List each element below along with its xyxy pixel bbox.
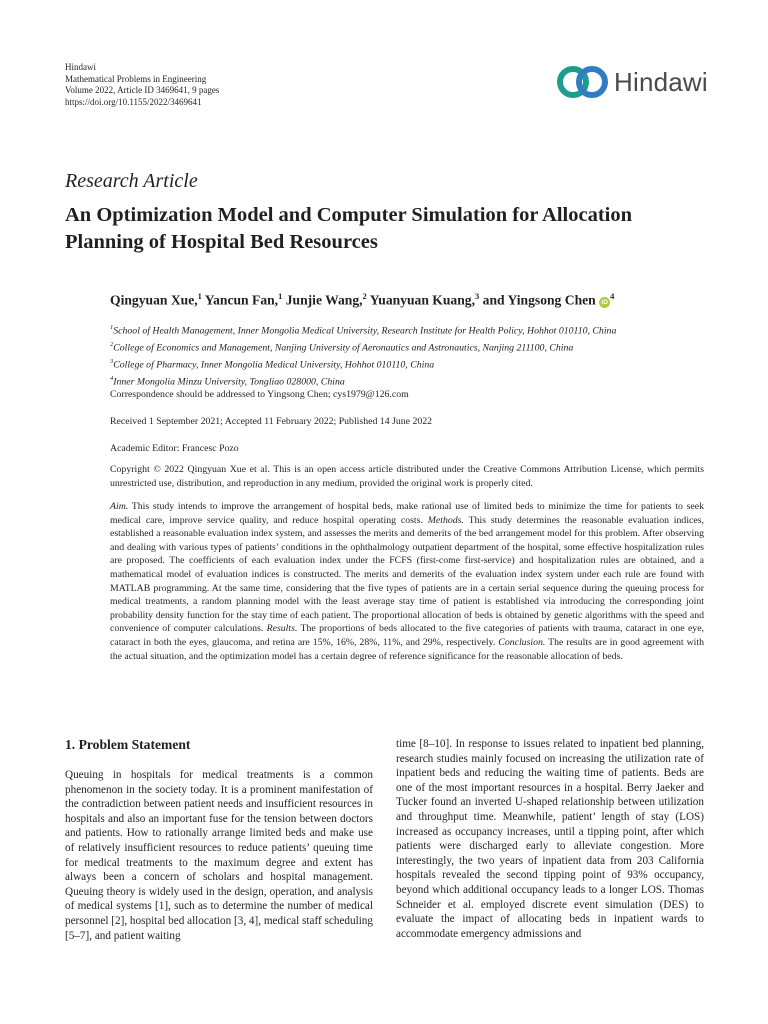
section-heading: 1. Problem Statement — [65, 737, 191, 752]
academic-editor: Academic Editor: Francesc Pozo — [110, 443, 239, 454]
body-column-left: Queuing in hospitals for medical treatments is a common phenomenon in the society today. It is a prominent manifestation of the contradiction between patient needs and insufficient resources in hospitals and also an important fuse for the tension between doctors and patients. How to rationally arrange limited beds and make use of relatively insufficient resources to reduce patients’ queuing time for medical treatments to the maximum degree and extent has always been a concern of scholars and hospital management. Queuing theory is widely used in the design, operation, and analysis of medical systems [1], such as to determine the number of medical personnel [2], hospital bed allocation [3, 4], medical staff scheduling [5–7], and patient waiting — [65, 769, 373, 942]
correspondence: Correspondence should be addressed to Yingsong Chen; cys1979@126.com — [110, 389, 409, 400]
hindawi-rings-icon — [556, 62, 610, 102]
affiliation-item — [110, 372, 616, 389]
abstract-methods: This study determines the reasonable evaluation indices, established a reasonable evaluation index system, and assesses the merits and demerits of the bed arrangement model for this problem. After observing and dealing with various types of patients’ conditions in the ophthalmology outpatient department of the hospital, some effective hospitalization rules are proposed. The coefficients of each evaluation index under the FCFS (first-come first-service) and hospitalization rules are obtained, and a mathematical model of evaluation indices is constructed. The merits and demerits of the evaluation index system under each rule are found with MATLAB programming. At the same time, considering that the five types of patients are in a certain serial sequence during the queuing process for medical treatments, a random planning model with the least average stay time of patient is established via introducing the corresponding joint probability density function for the stay time of each patient. The proportional allocation of beds is obtained by genetic algorithms with the speed and convenience of computer calculations. — [110, 514, 705, 635]
affiliation-sup: 2 — [110, 340, 114, 348]
abstract-conclusion: The results are in good agreement with the actual situation, and the optimization model has a certain degree of reference significance for the reasonable allocation of beds. — [110, 636, 704, 662]
affiliation-text: College of Pharmacy, Inner Mongolia Medical University, Hohhot 010110, China — [113, 358, 435, 370]
author-affil-sup: 1 — [197, 291, 202, 301]
author-name: Yuanyuan Kuang, — [369, 292, 475, 308]
author-name: Qingyuan Xue, — [110, 292, 198, 308]
journal-name: Mathematical Problems in Engineering — [65, 73, 207, 84]
affiliation-text: Inner Mongolia Minzu University, Tongliao 028000, China — [113, 375, 345, 387]
affiliation-text: College of Economics and Management, Nanjing University of Aeronautics and Astronautics, Nanjing 211100, China — [113, 342, 574, 354]
publication-dates: Received 1 September 2021; Accepted 11 February 2022; Published 14 June 2022 — [110, 416, 433, 427]
affiliation-sup: 4 — [110, 374, 114, 382]
copyright-notice: Copyright © 2022 Qingyuan Xue et al. This is an open access article distributed under the Creative Commons Attribution License, which permits unrestricted use, distribution, and reproduction in any medium, provided the original work is properly cited. — [110, 464, 704, 489]
logo-text: Hindawi — [614, 67, 708, 97]
affiliation-sup: 3 — [110, 357, 114, 365]
abstract-conclusion-label: Conclusion. — [498, 636, 546, 648]
orcid-icon[interactable]: iD — [599, 297, 610, 308]
affiliation-sup: 1 — [110, 324, 114, 331]
abstract — [110, 500, 704, 663]
author-name: Junjie Wang, — [285, 292, 363, 308]
doi-link[interactable]: https://doi.org/10.1155/2022/3469641 — [65, 96, 202, 107]
abstract-results-label: Results. — [266, 623, 298, 635]
author-affil-sup: 3 — [475, 291, 480, 301]
author-affil-sup: 4 — [610, 291, 615, 301]
affiliation-text: School of Health Management, Inner Mongolia Medical University, Research Institute for Health Policy, Hohhot 010110, China — [113, 325, 617, 337]
article-title: An Optimization Model and Computer Simulation for Allocation Planning of Hospital Bed Resources — [65, 204, 633, 253]
article-type: Research Article — [65, 170, 198, 192]
author-list — [110, 291, 614, 309]
affiliation-item — [110, 355, 616, 372]
abstract-results: The proportions of beds allocated to the five categories of patients with trauma, cataract in one eye, cataract in both the eyes, glaucoma, and retina are 15%, 16%, 28%, 11%, and 29%, respectively. — [110, 623, 704, 648]
abstract-aim: This study intends to improve the arrangement of hospital beds, make rational use of limited beds to minimize the time for patients to seek medical care, improve service quality, and reduce hospital operating costs. — [110, 501, 704, 526]
author-name: and Yingsong Chen — [482, 292, 596, 308]
abstract-aim-label: Aim. — [110, 501, 129, 512]
affiliation-item — [110, 321, 616, 338]
affiliations — [110, 321, 616, 388]
affiliation-item — [110, 338, 616, 355]
author-affil-sup: 2 — [362, 291, 367, 301]
volume-info: Volume 2022, Article ID 3469641, 9 pages — [65, 85, 220, 96]
author-name: Yancun Fan, — [204, 292, 279, 308]
abstract-methods-label: Methods. — [427, 514, 464, 526]
body-column-right: time [8–10]. In response to issues related to inpatient bed planning, research studies mainly focused on increasing the utilization rate of inpatient beds and reducing the waiting time of patients. Beds are one of the most important resources in a hospital. Berry Jaeker and Tucker found an inverted U-shaped relationship between utilization and throughput time. Meanwhile, patient’ length of stay (LOS) increased as occupancy increases, until a tipping point, after which patients were discharged early to alleviate congestion. More interestingly, the two years of inpatient data from 203 California hospitals revealed the second tipping point of 93% occupancy, beyond which additional occupancy leads to a longer LOS. Thomas Schneider et al. employed discrete event simulation (DES) to evaluate the impact of allocating beds in inpatient wards to accommodate emergency admissions and — [396, 738, 704, 940]
author-affil-sup: 1 — [278, 291, 283, 301]
hindawi-logo — [556, 62, 706, 102]
publisher-name: Hindawi — [65, 62, 96, 72]
journal-meta — [65, 62, 219, 108]
